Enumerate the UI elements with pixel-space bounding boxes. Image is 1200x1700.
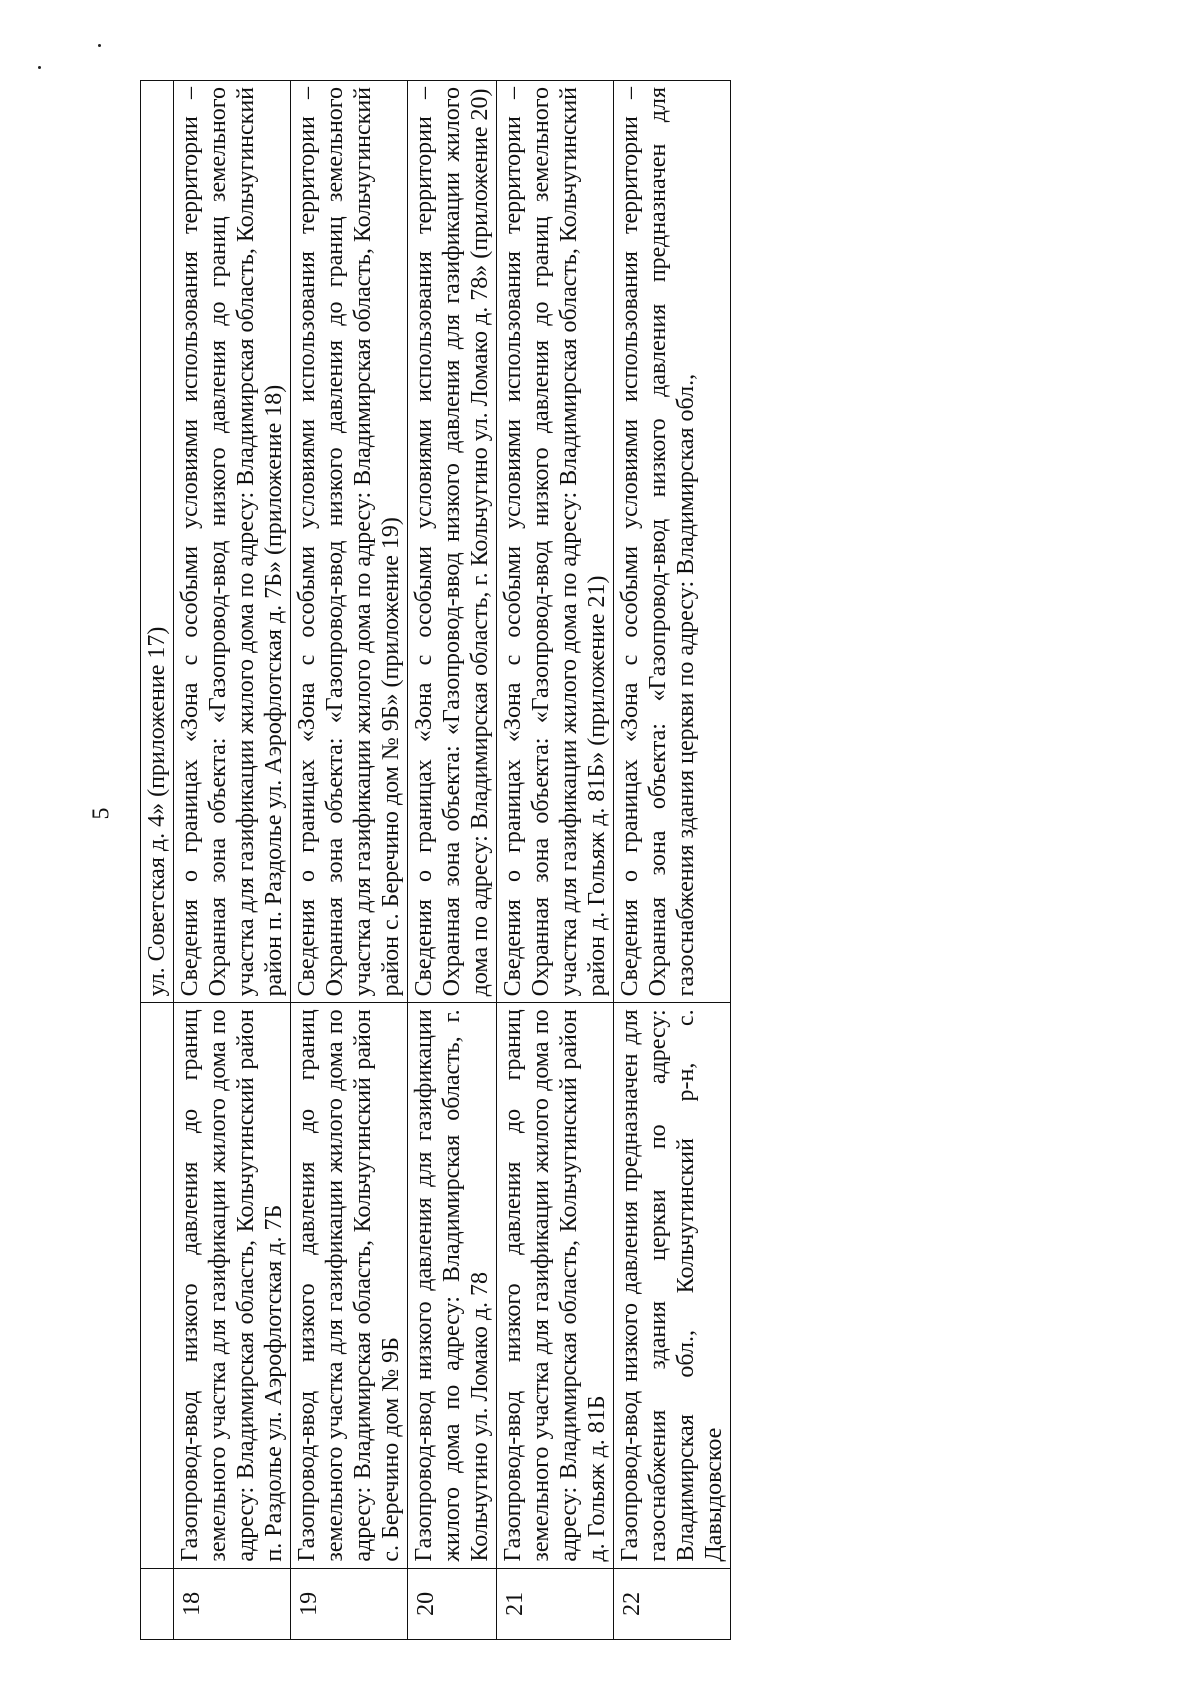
table-cell-object: Газопровод-ввод низкого давления до границ земельного участка для газификации жилого дома по адресу: Владимирская область, Кольчугинский район с. Беречино дом № 9Б: [291, 1003, 408, 1568]
table-cell-num: 19: [291, 1568, 408, 1639]
scan-speck: [38, 66, 41, 69]
table-cell-info: Сведения о границах «Зона с особыми условиями использования территории – Охранная зона объекта: «Газопровод-ввод низкого давления предназначен для газоснабжения здания церкви по адресу: Владимирская обл.,: [614, 81, 731, 1003]
table-cell-object: Газопровод-ввод низкого давления до границ земельного участка для газификации жилого дома по адресу: Владимирская область, Кольчугинский район д. Гольяж д. 81Б: [497, 1003, 614, 1568]
table-cell-object: Газопровод-ввод низкого давления предназначен для газоснабжения здания церкви по адресу: Владимирская обл., Кольчугинский р-н, с. Давыдовское: [614, 1003, 731, 1568]
table-cell-info: Сведения о границах «Зона с особыми условиями использования территории – Охранная зона объекта: «Газопровод-ввод низкого давления до границ земельного участка для газификации жилого дома по адресу: Владимирская область, Кольчугинский район с. Беречино дом № 9Б» (приложение 19): [291, 81, 408, 1003]
table-cell-num: 18: [174, 1568, 291, 1639]
table-row: [291, 81, 408, 1640]
page-number: 5: [88, 807, 115, 820]
table-region: [140, 80, 1140, 1640]
table-cell-info: ул. Советская д. 4» (приложение 17): [141, 81, 174, 1003]
table-cell-num: 22: [614, 1568, 731, 1639]
table-cell-info: Сведения о границах «Зона с особыми условиями использования территории – Охранная зона объекта: «Газопровод-ввод низкого давления до границ земельного участка для газификации жилого дома по адресу: Владимирская область, Кольчугинский район д. Гольяж д. 81Б» (приложение 21): [497, 81, 614, 1003]
table-row: [497, 81, 614, 1640]
table-cell-num: [141, 1568, 174, 1639]
scan-speck: [98, 44, 101, 47]
table-cell-info: Сведения о границах «Зона с особыми условиями использования территории – Охранная зона объекта: «Газопровод-ввод низкого давления до границ земельного участка для газификации жилого дома по адресу: Владимирская область, Кольчугинский район п. Раздолье ул. Аэрофлотская д. 7Б» (приложение 18): [174, 81, 291, 1003]
table-cell-object: Газопровод-ввод низкого давления до границ земельного участка для газификации жилого дома по адресу: Владимирская область, Кольчугинский район п. Раздолье ул. Аэрофлотская д. 7Б: [174, 1003, 291, 1568]
table-row: [408, 81, 497, 1640]
table-cell-object: [141, 1003, 174, 1568]
table-row-carry-over: [141, 81, 174, 1640]
rotated-table-container: [140, 80, 1140, 1640]
table-row: [614, 81, 731, 1640]
table-row: [174, 81, 291, 1640]
table-cell-num: 21: [497, 1568, 614, 1639]
table-cell-num: 20: [408, 1568, 497, 1639]
table-cell-info: Сведения о границах «Зона с особыми условиями использования территории – Охранная зона объекта: «Газопровод-ввод низкого давления для газификации жилого дома по адресу: Владимирская область, г. Кольчугино ул. Ломако д. 78» (приложение 20): [408, 81, 497, 1003]
table-cell-object: Газопровод-ввод низкого давления для газификации жилого дома по адресу: Владимирская область, г. Кольчугино ул. Ломако д. 78: [408, 1003, 497, 1568]
zones-table: [140, 80, 731, 1640]
